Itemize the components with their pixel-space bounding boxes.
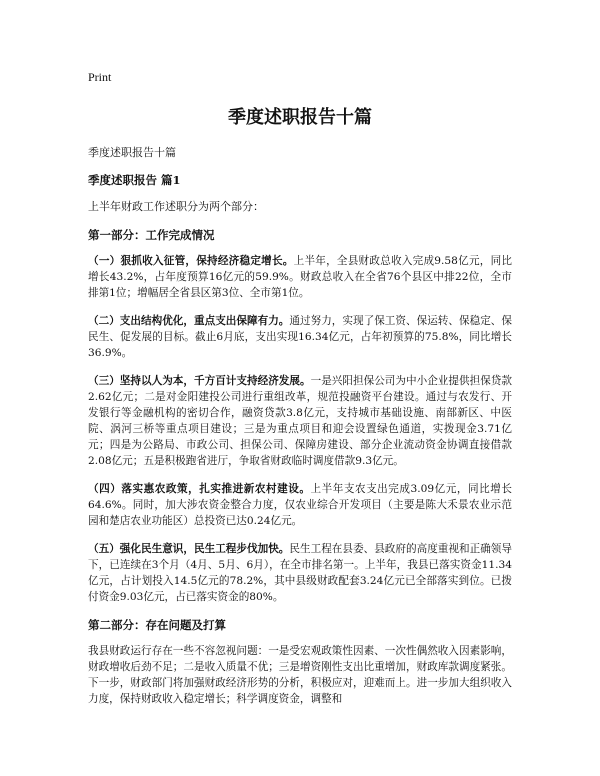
paragraph-2-body: 通过努力，实现了保工资、保运转、保稳定、保民生、促发展的目标。截止6月底，支出实现16.34亿元，占年初预算的75.8%，同比增长36.9%。	[88, 315, 513, 359]
paragraph-1	[88, 253, 512, 301]
paragraph-4-body: 上半年支农支出完成3.09亿元，同比增长64.6%。同时，加大涉农资金整合力度，仅农业综合开发项目（主要是陈大禾景农业示范园和楚店农业功能区）总投资已达0.24亿元。	[88, 483, 512, 527]
article-heading: 季度述职报告 篇1	[88, 173, 181, 187]
paragraph-5	[88, 541, 512, 605]
paragraph-3-body: 一是兴阳担保公司为中小企业提供担保贷款2.62亿元；二是对金阳建投公司进行重组改革，规范投融资平台建设。通过与农发行、开发银行等金融机构的密切合作，融资贷款3.8亿元，支持城市基础设施、南部新区、中医院、涡河三桥等重点项目建设；三是为重点项目和迎会设置绿色通道，实拨现金3.71亿元；四是为公路局、市政公司、担保公司、保障房建设、部分企业流动资金协调直接借款2.08亿元；五是积极跑省进厅，争取省财政临时调度借款9.3亿元。	[88, 375, 513, 467]
paragraph-3	[88, 373, 512, 469]
paragraph-1-body: 上半年，全县财政总收入完成9.58亿元，同比增长43.2%，占年度预算16亿元的59.9%。财政总收入在全省76个县区中排22位，全市排第1位；增幅居全省县区第3位、全市第1位。	[88, 255, 513, 299]
paragraph-1-lead: （一）狠抓收入征管，保持经济稳定增长。	[88, 255, 294, 267]
part2-heading: 第二部分：存在问题及打算	[88, 618, 226, 632]
part1-heading: 第一部分：工作完成情况	[88, 228, 215, 242]
document-subtitle: 季度述职报告十篇	[88, 146, 176, 159]
intro-text: 上半年财政工作述职分为两个部分：	[88, 200, 264, 213]
part2-paragraph: 我县财政运行存在一些不容忽视问题：一是受宏观政策性因素、一次性偶然收入因素影响，财政增收后劲不足；二是收入质量不优；三是增资刚性支出比重增加，财政库款调度紧张。下一步，财政部门将加强财政经济形势的分析，积极应对，迎难而上。进一步加大组织收入力度，保持财政收入稳定增长；科学调度资金，调整和	[88, 645, 512, 705]
document-title: 季度述职报告十篇	[228, 107, 372, 128]
paragraph-3-lead: （三）坚持以人为本，千方百计支持经济发展。	[88, 375, 311, 387]
paragraph-5-body: 民生工程在县委、县政府的高度重视和正确领导下，已连续在3个月（4月、5月、6月），在全市排名第一。上半年，我县已落实资金11.34亿元，占计划投入14.5亿元的78.2%，其中县级财政配套3.24亿元已全部落实到位。已拨付资金9.03亿元，占已落实资金的80%。	[88, 543, 513, 603]
paragraph-4-lead: （四）落实惠农政策，扎实推进新农村建设。	[88, 483, 311, 495]
paragraph-5-lead: （五）强化民生意识，民生工程步伐加快。	[88, 543, 290, 555]
paragraph-2-lead: （二）支出结构优化，重点支出保障有力。	[88, 315, 290, 327]
paragraph-4	[88, 481, 512, 529]
print-link[interactable]: Print	[88, 70, 112, 84]
paragraph-2	[88, 313, 512, 361]
